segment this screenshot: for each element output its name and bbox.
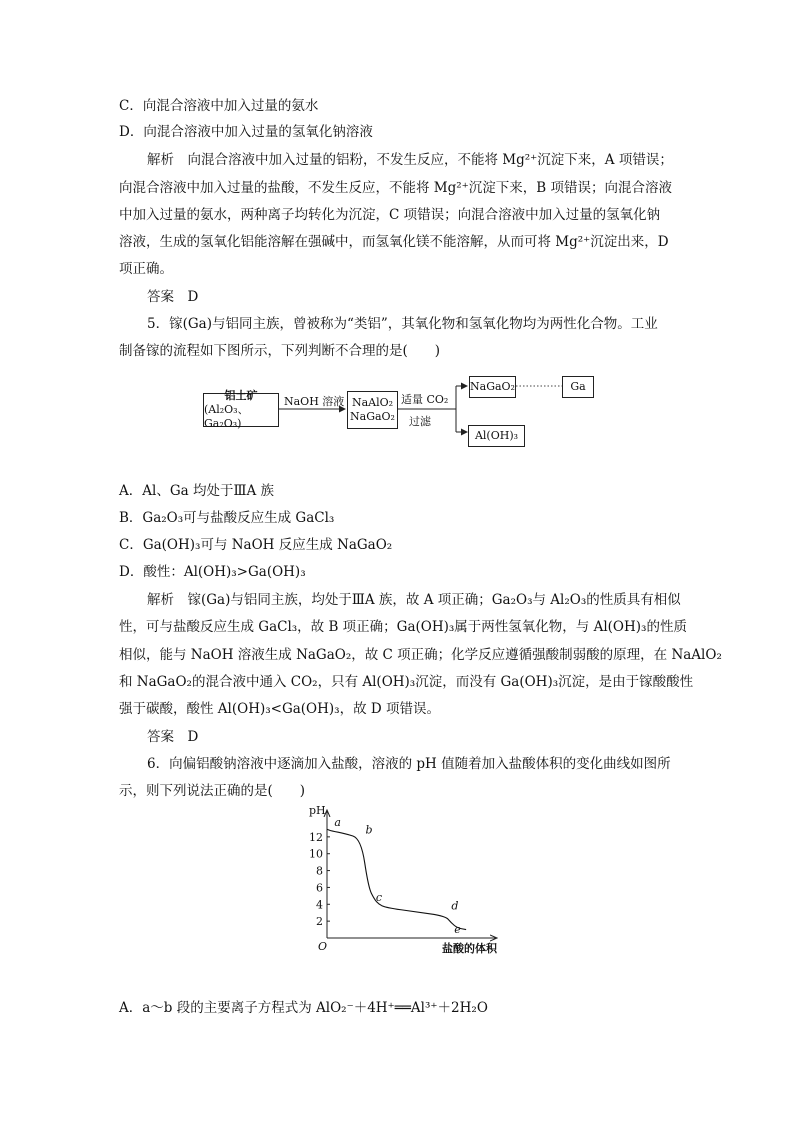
analysis-q5-line-5: 强于碳酸，酸性 Al(OH)₃<Ga(OH)₃，故 D 项错误。 (119, 701, 440, 717)
point-label-e: e (454, 922, 461, 936)
option-q4-d: D．向混合溶液中加入过量的氢氧化钠溶液 (119, 124, 373, 140)
option-q4-c: C．向混合溶液中加入过量的氨水 (119, 98, 319, 114)
y-tick-label: 6 (316, 881, 323, 895)
option-q5-c: C．Ga(OH)₃可与 NaOH 反应生成 NaGaO₂ (119, 537, 393, 553)
box-bauxite-title: 铝土矿 (224, 389, 258, 402)
box-bauxite (203, 389, 279, 430)
label-naoh: NaOH 溶液 (284, 395, 345, 408)
analysis-q4-line-3: 中加入过量的氨水，两种离子均转化为沉淀，C 项错误；向混合溶液中加入过量的氢氧化钠 (119, 207, 661, 223)
box-mixture-line1: NaAlO₂ (351, 396, 394, 409)
box-nagao2: NaGaO₂ (469, 376, 516, 398)
analysis-q4-line-1: 解析 向混合溶液中加入过量的铝粉，不发生反应，不能将 Mg²⁺沉淀下来，A 项错误； (147, 152, 673, 168)
origin-label: O (318, 940, 328, 953)
point-label-d: d (451, 899, 459, 913)
ph-curve (327, 829, 466, 929)
analysis-q5-line-1: 解析 镓(Ga)与铝同主族，均处于ⅢA 族，故 A 项正确；Ga₂O₃与 Al₂O₃的性质具有相似 (147, 592, 681, 608)
point-label-c: c (375, 890, 383, 904)
answer-q5: 答案 D (147, 729, 199, 745)
question-6-line-1: 6．向偏铝酸钠溶液中逐滴加入盐酸，溶液的 pH 值随着加入盐酸体积的变化曲线如图所 (147, 756, 671, 772)
analysis-q4-line-4: 溶液，生成的氢氧化铝能溶解在强碱中，而氢氧化镁不能溶解，从而可将 Mg²⁺沉淀出来，D (119, 234, 669, 250)
y-tick-label: 12 (309, 830, 323, 844)
option-q5-d: D．酸性：Al(OH)₃>Ga(OH)₃ (119, 564, 306, 580)
y-axis-label: pH (309, 804, 326, 817)
analysis-q5-line-3: 相似，能与 NaOH 溶液生成 NaGaO₂，故 C 项正确；化学反应遵循强酸制弱酸的原理，在 NaAlO₂ (119, 647, 722, 663)
y-tick-label: 10 (309, 847, 323, 861)
analysis-q4-line-5: 项正确。 (119, 261, 173, 277)
question-5-line-2: 制备镓的流程如下图所示，下列判断不合理的是( ) (119, 343, 441, 359)
box-mixture (347, 391, 398, 429)
question-5-line-1: 5．镓(Ga)与铝同主族，曾被称为“类铝”，其氧化物和氢氧化物均为两性化合物。工业 (147, 316, 658, 332)
point-label-b: b (365, 823, 373, 837)
option-q6-a: A．a～b 段的主要离子方程式为 AlO₂⁻＋4H⁺══Al³⁺＋2H₂O (119, 1000, 488, 1016)
box-mixture-line2: NaGaO₂ (350, 410, 395, 423)
analysis-q4-line-2: 向混合溶液中加入过量的盐酸，不发生反应，不能将 Mg²⁺沉淀下来，B 项错误；向混合溶液 (119, 180, 673, 196)
box-aloh3: Al(OH)₃ (468, 425, 525, 447)
option-q5-b: B．Ga₂O₃可与盐酸反应生成 GaCl₃ (119, 510, 335, 526)
y-tick-label: 2 (316, 915, 323, 929)
analysis-q5-line-2: 性，可与盐酸反应生成 GaCl₃，故 B 项正确；Ga(OH)₃属于两性氢氧化物，与 Al(OH)₃的性质 (119, 619, 687, 635)
option-q5-a: A．Al、Ga 均处于ⅢA 族 (119, 483, 274, 499)
y-tick-label: 4 (316, 898, 323, 912)
box-bauxite-formula: (Al₂O₃、Ga₂O₃) (204, 403, 249, 430)
label-co2: 适量 CO₂ (401, 393, 449, 406)
label-filter: 过滤 (409, 415, 431, 428)
question-6-line-2: 示，则下列说法正确的是( ) (119, 783, 306, 799)
x-axis-label: 盐酸的体积 (442, 942, 497, 955)
box-ga: Ga (562, 376, 594, 398)
y-tick-label: 8 (316, 864, 323, 878)
answer-q4: 答案 D (147, 289, 199, 305)
analysis-q5-line-4: 和 NaGaO₂的混合液中通入 CO₂，只有 Al(OH)₃沉淀，而没有 Ga(OH)₃沉淀，是由于镓酸酸性 (119, 674, 694, 690)
point-label-a: a (334, 815, 341, 829)
